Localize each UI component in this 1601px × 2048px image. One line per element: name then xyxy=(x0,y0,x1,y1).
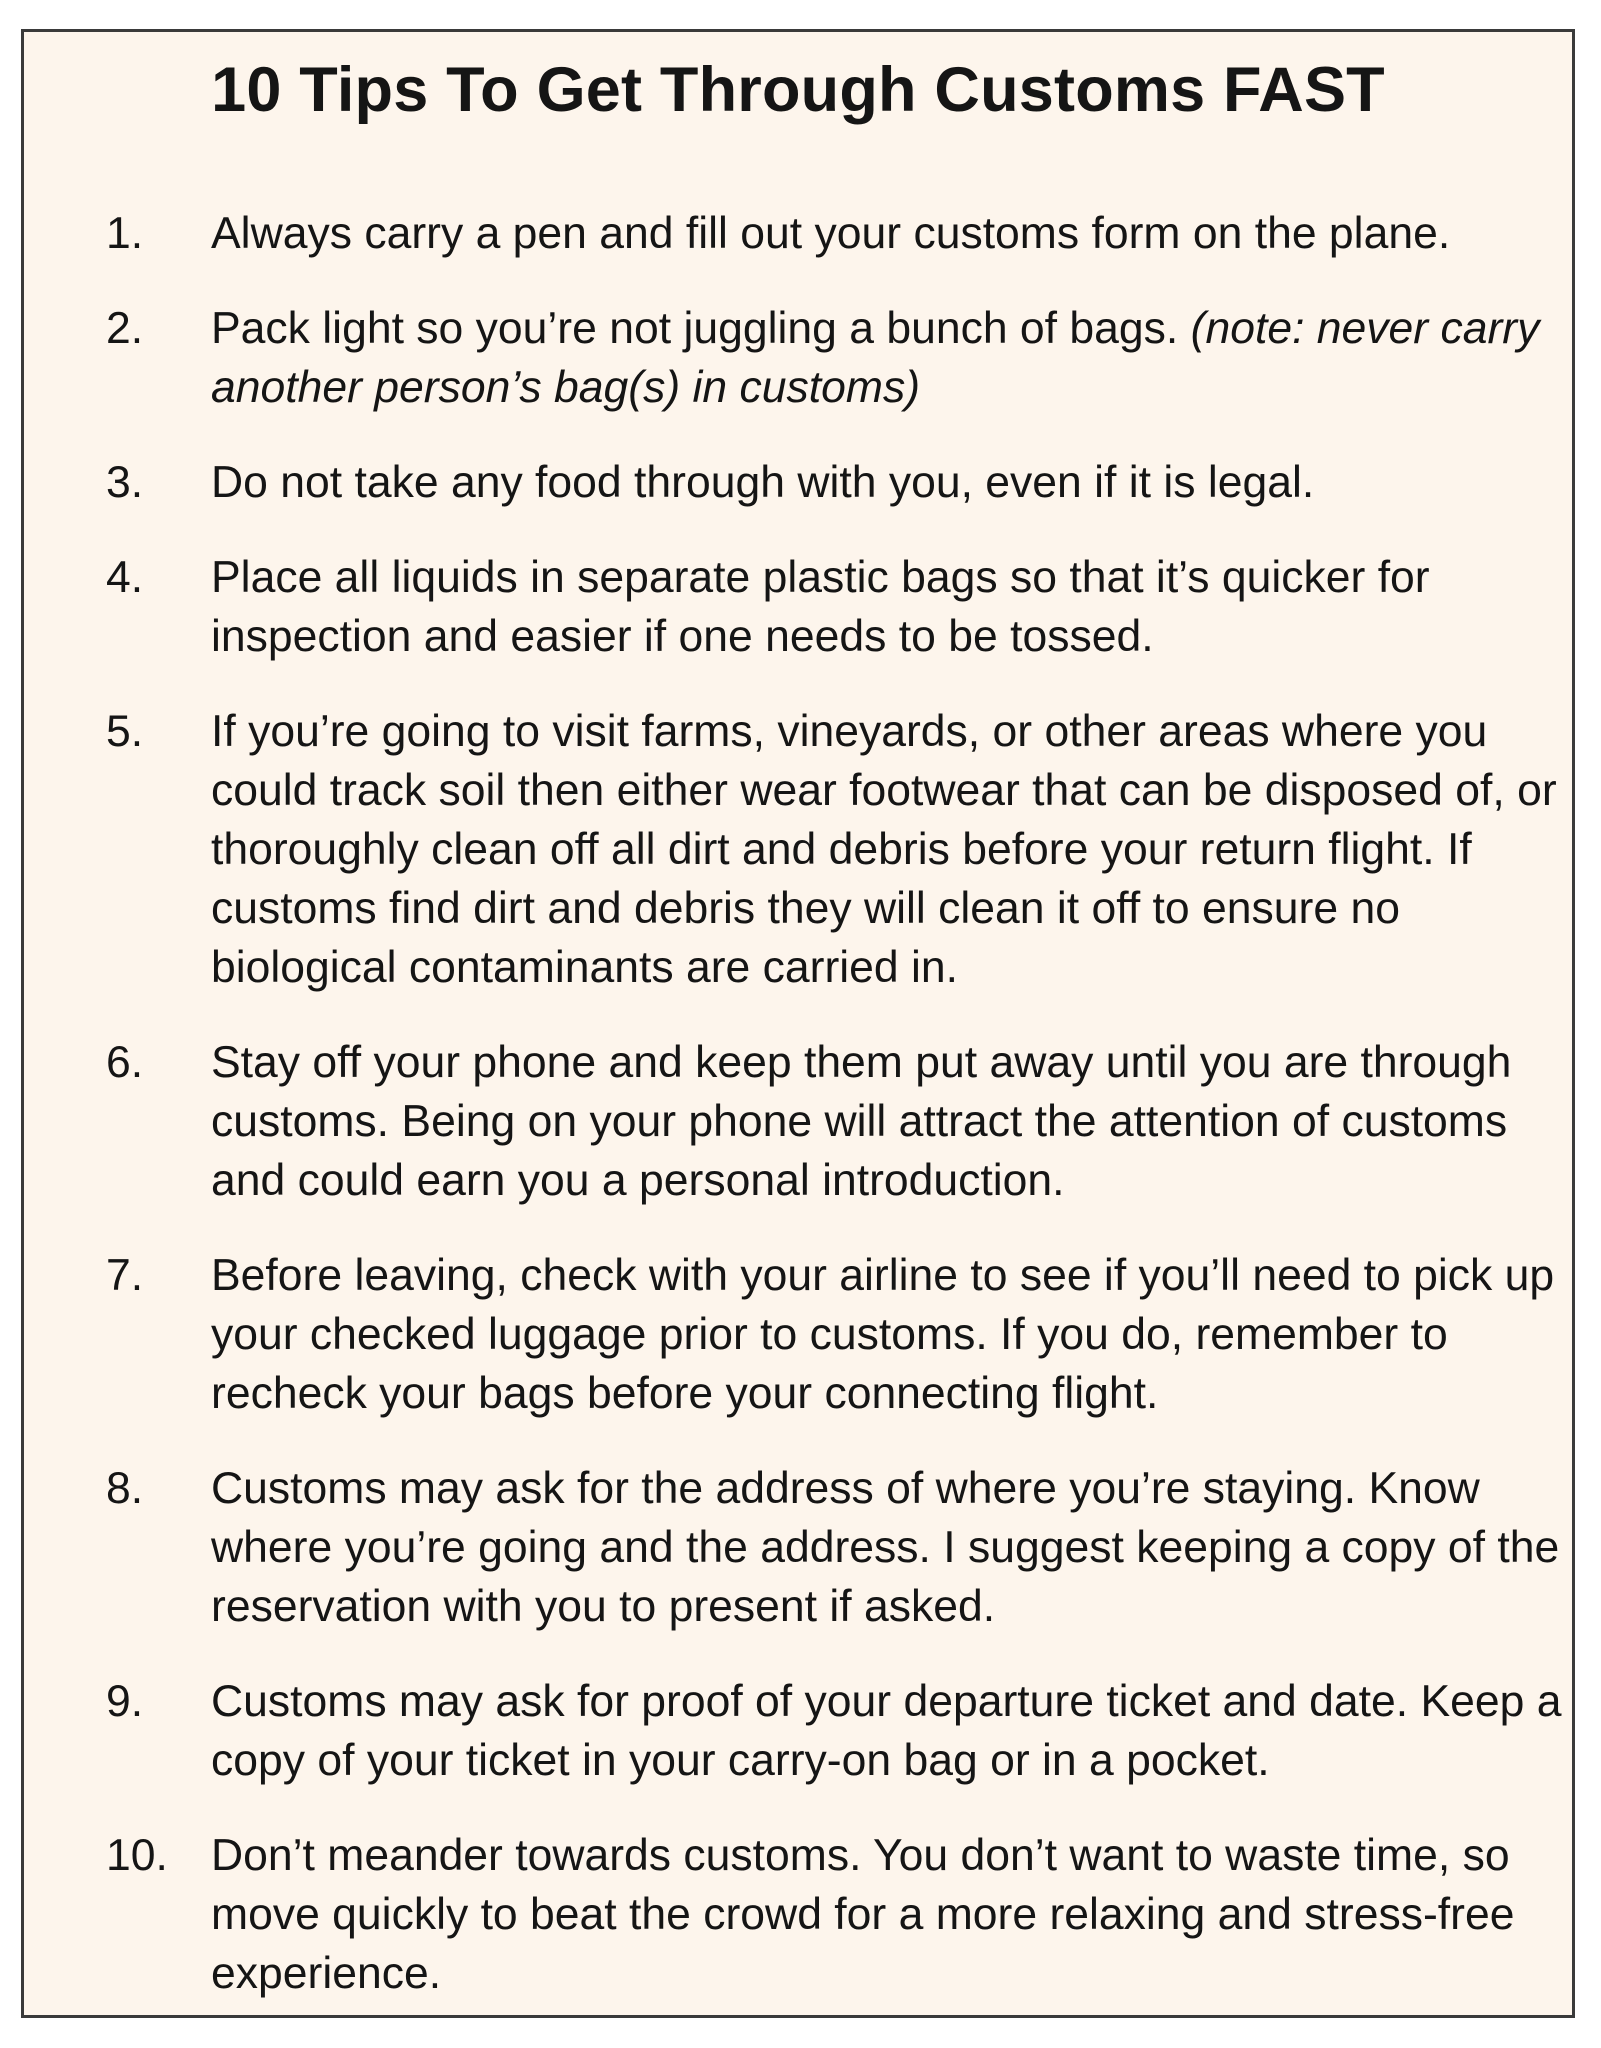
tip-text: Don’t meander towards customs. You don’t want to waste time, so move quickly to beat the crowd for a more relaxing and stress-free experience. xyxy=(211,1831,1515,1998)
tip-number: 1. xyxy=(106,209,144,258)
tip-text: Customs may ask for the address of where you’re staying. Know where you’re going and the address. I suggest keeping a copy of the reservation with you to present if asked. xyxy=(211,1464,1560,1631)
tip-item xyxy=(106,1672,1582,1790)
tip-item xyxy=(106,299,1582,417)
tip-number: 6. xyxy=(106,1038,144,1087)
tip-note: (note: never carry another person’s bag(s) in customs) xyxy=(211,304,1540,412)
tip-number: 3. xyxy=(106,458,144,507)
tip-item xyxy=(106,548,1582,666)
tip-text: Stay off your phone and keep them put away until you are through customs. Being on your phone will attract the attention of customs and could earn you a personal introduction. xyxy=(211,1038,1512,1205)
tip-text: Before leaving, check with your airline to see if you’ll need to pick up your checked luggage prior to customs. If you do, remember to recheck your bags before your connecting flight. xyxy=(211,1251,1555,1418)
tip-number: 5. xyxy=(106,707,144,756)
tip-item xyxy=(106,1459,1582,1636)
tips-card xyxy=(21,29,1575,2018)
tip-text: Do not take any food through with you, even if it is legal. xyxy=(211,458,1315,507)
tip-text: Always carry a pen and fill out your customs form on the plane. xyxy=(211,209,1451,258)
tip-text: If you’re going to visit farms, vineyards, or other areas where you could track soil then either wear footwear that can be disposed of, or thoroughly clean off all dirt and debris before your return flight. If customs find dirt and debris they will clean it off to ensure no biological contaminants are carried in. xyxy=(211,707,1557,992)
tip-number: 4. xyxy=(106,553,144,602)
tip-item xyxy=(106,702,1582,997)
tip-item xyxy=(106,453,1582,512)
tip-item xyxy=(106,1246,1582,1423)
tips-list xyxy=(106,204,1582,2039)
tip-item xyxy=(106,1826,1582,2003)
tip-item xyxy=(106,1033,1582,1210)
tip-text: Pack light so you’re not juggling a bunch of bags. xyxy=(211,304,1179,353)
tip-text: Place all liquids in separate plastic bags so that it’s quicker for inspection and easier if one needs to be tossed. xyxy=(211,553,1430,661)
tip-number: 8. xyxy=(106,1464,144,1513)
tip-item xyxy=(106,204,1582,263)
tip-text: Customs may ask for proof of your departure ticket and date. Keep a copy of your ticket in your carry-on bag or in a pocket. xyxy=(211,1677,1562,1785)
tip-number: 7. xyxy=(106,1251,144,1300)
page-title: 10 Tips To Get Through Customs FAST xyxy=(211,55,1385,125)
tip-number: 10. xyxy=(106,1831,168,1880)
tip-number: 9. xyxy=(106,1677,144,1726)
tip-number: 2. xyxy=(106,304,144,353)
